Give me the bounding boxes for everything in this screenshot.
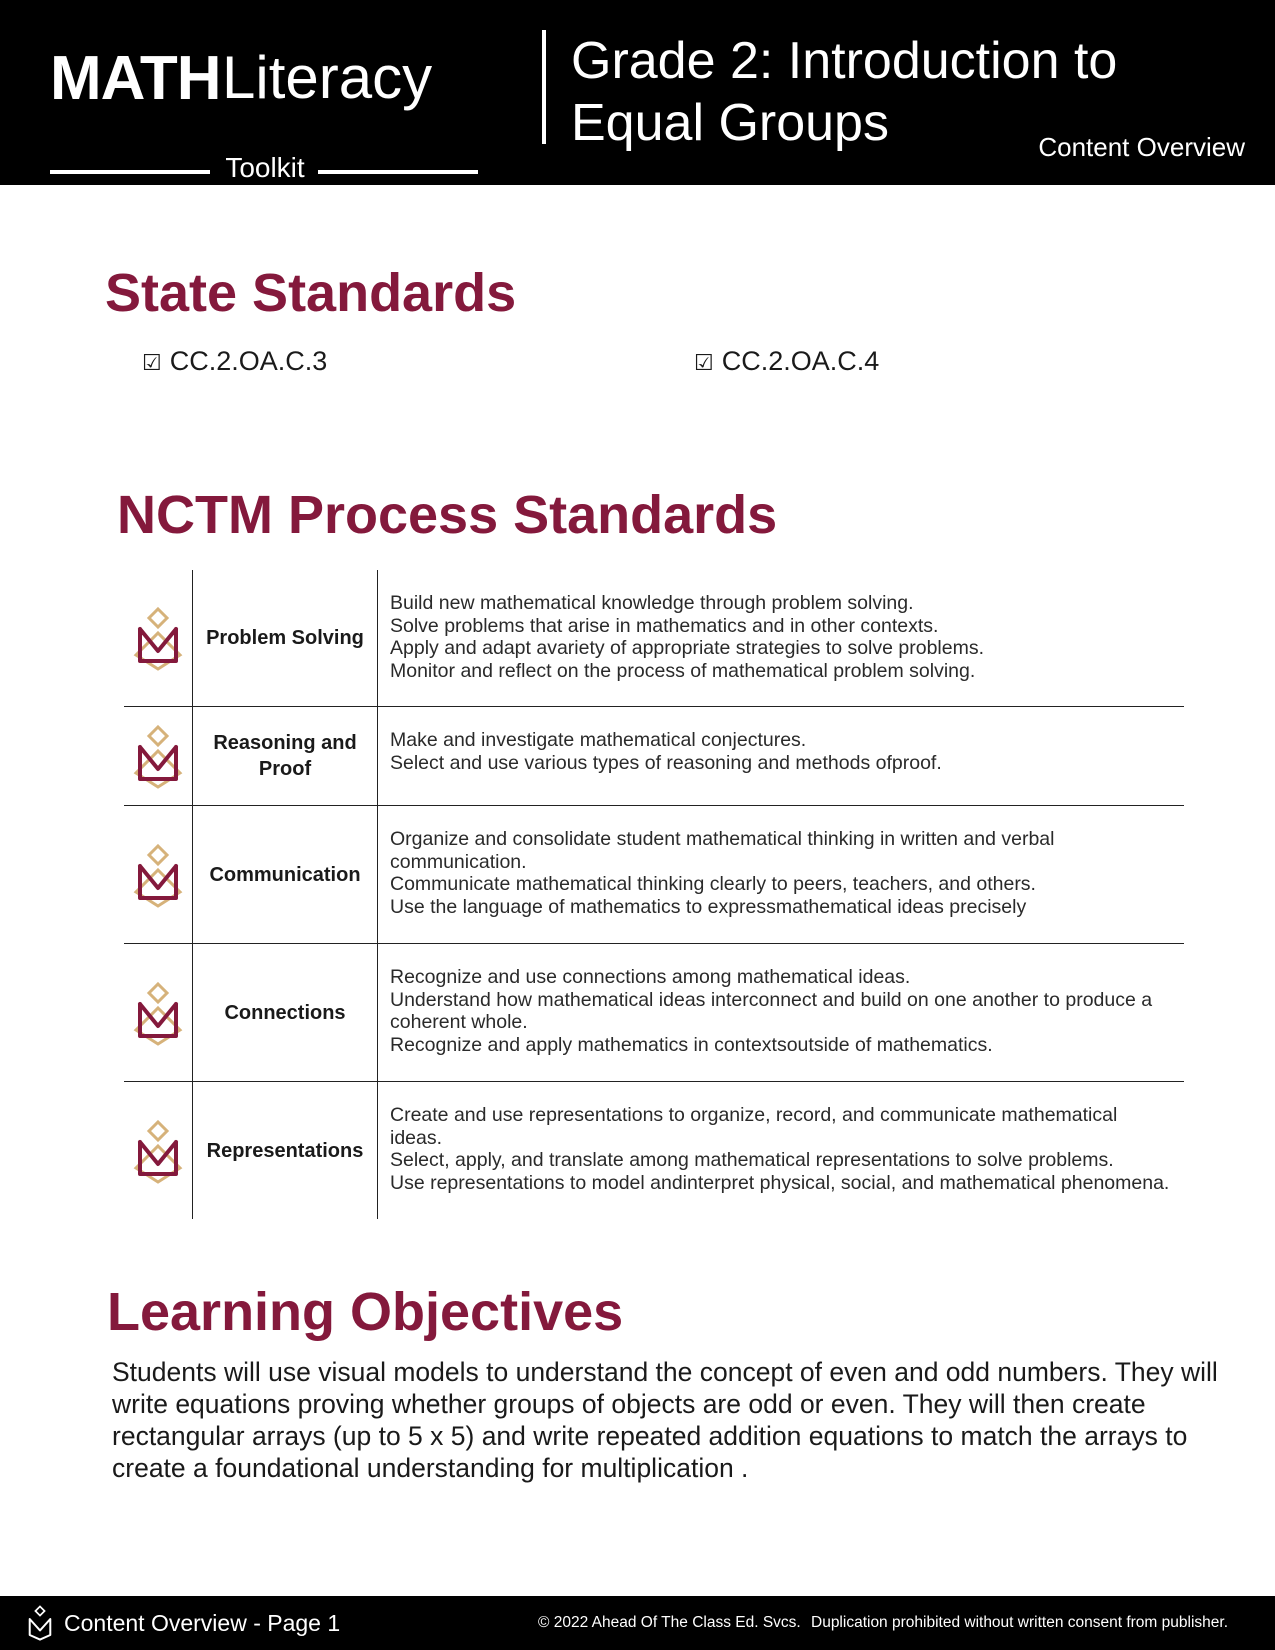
description-line: Use representations to model andinterpret physical, social, and mathematical phenomena. — [390, 1171, 1170, 1194]
footer-copyright: © 2022 Ahead Of The Class Ed. Svcs. — [538, 1614, 801, 1631]
standard-name: Connections — [192, 944, 378, 1081]
description-line: Recognize and apply mathematics in contextsoutside of mathematics. — [390, 1033, 993, 1056]
standard-description — [390, 570, 1184, 702]
state-standard-code: CC.2.OA.C.3 — [169, 346, 328, 376]
crown-diamond-icon — [130, 723, 186, 789]
crown-diamond-icon — [130, 842, 186, 908]
logo-word-literacy: Literacy — [222, 44, 433, 111]
description-line: Use the language of mathematics to expressmathematical ideas precisely — [390, 895, 1027, 918]
standard-description — [390, 1082, 1184, 1214]
description-line: Recognize and use connections among mathematical ideas. — [390, 966, 911, 988]
nctm-process-table — [124, 570, 1184, 1219]
row-icon-cell — [124, 944, 192, 1081]
page-title-line2: Equal Groups — [571, 94, 889, 152]
page-title-line1: Grade 2: Introduction to — [571, 32, 1118, 90]
description-line: Organize and consolidate student mathematical thinking in written and verbal communication. — [390, 828, 1055, 873]
description-line: Build new mathematical knowledge through problem solving. — [390, 592, 914, 614]
math-literacy-logo — [50, 40, 480, 183]
state-standard-item — [142, 348, 327, 375]
row-icon-cell — [124, 707, 192, 805]
description-line: Solve problems that arise in mathematics and in other contexts. — [390, 614, 939, 637]
description-line: Communicate mathematical thinking clearly to peers, teachers, and others. — [390, 873, 1036, 895]
crown-diamond-icon — [130, 980, 186, 1046]
description-line: Make and investigate mathematical conjectures. — [390, 729, 807, 751]
description-line: Apply and adapt avariety of appropriate strategies to solve problems. — [390, 637, 985, 659]
learning-objectives-heading: Learning Objectives — [107, 1282, 624, 1342]
header-banner — [0, 0, 1275, 185]
standard-description — [390, 944, 1184, 1076]
description-line: Understand how mathematical ideas interconnect and build on one another to produce a coherent whole. — [390, 988, 1153, 1033]
logo-toolkit-row — [50, 118, 480, 183]
nctm-heading: NCTM Process Standards — [117, 485, 778, 545]
crown-diamond-icon — [130, 605, 186, 671]
standard-name: Problem Solving — [192, 570, 378, 706]
row-icon-cell — [124, 1082, 192, 1219]
description-line: Select and use various types of reasoning and methods ofproof. — [390, 751, 942, 774]
standard-name: Reasoning and Proof — [192, 707, 378, 805]
standard-description — [390, 707, 1184, 794]
logo-rule-left — [50, 170, 210, 174]
footer-bar — [0, 1596, 1275, 1650]
row-icon-cell — [124, 806, 192, 943]
state-standards-heading: State Standards — [105, 263, 517, 323]
learning-objectives-text: Students will use visual models to understand the concept of even and odd numbers. They will write equations proving whether groups of objects are odd or even. They will then create rectangular arrays (up to 5 x 5) and write repeated addition equations to match the arrays to create a foundational understanding for multiplication . — [112, 1357, 1218, 1483]
logo-word-toolkit: Toolkit — [225, 152, 305, 183]
description-line: Monitor and reflect on the process of mathematical problem solving. — [390, 659, 976, 682]
crown-diamond-icon — [130, 1118, 186, 1184]
standard-description — [390, 806, 1184, 938]
checkbox-icon: ☑ — [142, 351, 162, 376]
table-row — [124, 707, 1184, 806]
standard-name: Representations — [192, 1082, 378, 1219]
description-line: Create and use representations to organize, record, and communicate mathematical ideas. — [390, 1104, 1118, 1149]
header-divider — [542, 30, 546, 144]
description-line: Select, apply, and translate among mathematical representations to solve problems. — [390, 1149, 1114, 1171]
checkbox-icon: ☑ — [694, 351, 714, 376]
logo-word-math: MATH — [50, 44, 221, 113]
table-row — [124, 570, 1184, 707]
standard-name: Communication — [192, 806, 378, 943]
page-subtitle: Content Overview — [1038, 132, 1245, 162]
table-row — [124, 944, 1184, 1082]
state-standard-item — [694, 348, 879, 375]
crown-logo-icon — [24, 1602, 56, 1644]
row-icon-cell — [124, 570, 192, 706]
footer-page-label: Content Overview - Page 1 — [64, 1610, 341, 1636]
footer-notice: Duplication prohibited without written consent from publisher. — [811, 1614, 1229, 1631]
table-row — [124, 1082, 1184, 1219]
table-row — [124, 806, 1184, 944]
logo-rule-right — [318, 170, 478, 174]
state-standard-code: CC.2.OA.C.4 — [721, 346, 880, 376]
